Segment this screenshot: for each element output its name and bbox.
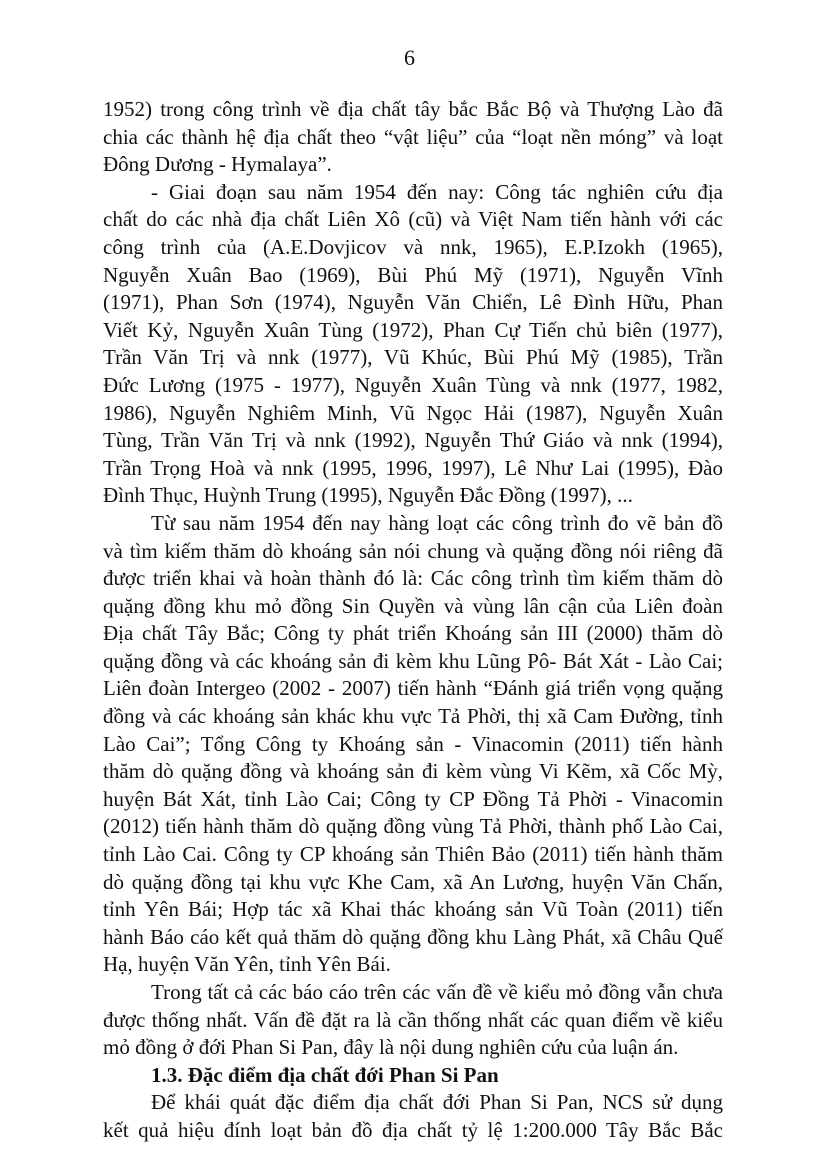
text-line: Nguyễn Xuân Bao (1969), Bùi Phú Mỹ (1971), Nguyễn Vĩnh <box>103 262 723 287</box>
text-line: công trình của (A.E.Dovjicov và nnk, 1965), E.P.Izokh (1965), <box>103 234 723 259</box>
text-line: đồng và các khoáng sản khác khu vực Tả Phời, thị xã Cam Đường, tỉnh <box>103 704 723 729</box>
text-line: dò quặng đồng tại khu vực Khe Cam, xã An Lương, huyện Văn Chấn, <box>103 869 723 894</box>
text-line: chất do các nhà địa chất Liên Xô (cũ) và Việt Nam tiến hành với các <box>103 207 723 232</box>
text-line: Trần Văn Trị và nnk (1977), Vũ Khúc, Bùi Phú Mỹ (1985), Trần <box>103 345 723 370</box>
text-line: 1952) trong công trình về địa chất tây bắc Bắc Bộ và Thượng Lào đã <box>103 97 723 121</box>
text-line: huyện Bát Xát, tỉnh Lào Cai; Công ty CP Đồng Tả Phời - Vinacomin <box>103 786 723 811</box>
text-line: được thống nhất. Vấn đề đặt ra là cần thống nhất các quan điểm về kiểu <box>103 1007 723 1032</box>
page-number: 6 <box>404 45 415 70</box>
text-line: thăm dò quặng đồng và khoáng sản đi kèm vùng Vi Kẽm, xã Cốc Mỳ, <box>103 759 723 784</box>
text-line: quặng đồng khu mỏ đồng Sin Quyền và vùng lân cận của Liên đoàn <box>103 593 723 618</box>
text-line: và tìm kiếm thăm dò khoáng sản nói chung và quặng đồng nói riêng đã <box>103 538 723 563</box>
text-line: Để khái quát đặc điểm địa chất đới Phan Si Pan, NCS sử dụng <box>151 1090 723 1115</box>
text-line: Viết Kỷ, Nguyễn Xuân Tùng (1972), Phan Cự Tiến chủ biên (1977), <box>103 317 723 342</box>
text-line: Đình Thục, Huỳnh Trung (1995), Nguyễn Đắc Đồng (1997), ... <box>103 483 633 508</box>
text-line: hành Báo cáo kết quả thăm dò quặng đồng khu Làng Phát, xã Châu Quế <box>103 924 723 949</box>
text-line: tỉnh Yên Bái; Hợp tác xã Khai thác khoáng sản Vũ Toàn (2011) tiến <box>103 897 723 922</box>
text-line: - Giai đoạn sau năm 1954 đến nay: Công tác nghiên cứu địa <box>151 179 723 204</box>
text-line: Liên đoàn Intergeo (2002 - 2007) tiến hành “Đánh giá triển vọng quặng <box>103 676 723 701</box>
text-line: Đức Lương (1975 - 1977), Nguyễn Xuân Tùng và nnk (1977, 1982, <box>103 372 723 397</box>
text-line: Trong tất cả các báo cáo trên các vấn đề về kiểu mỏ đồng vẫn chưa <box>151 980 723 1004</box>
text-line: (1971), Phan Sơn (1974), Nguyễn Văn Chiển, Lê Đình Hữu, Phan <box>103 290 723 315</box>
text-line: quặng đồng và các khoáng sản đi kèm khu Lũng Pô- Bát Xát - Lào Cai; <box>103 648 723 673</box>
document-body <box>103 96 723 1145</box>
text-line: Hạ, huyện Văn Yên, tỉnh Yên Bái. <box>103 952 391 977</box>
text-line: tỉnh Lào Cai. Công ty CP khoáng sản Thiên Bảo (2011) tiến hành thăm <box>103 842 723 867</box>
text-line: 1986), Nguyễn Nghiêm Minh, Vũ Ngọc Hải (1987), Nguyễn Xuân <box>103 400 723 425</box>
text-line: chia các thành hệ địa chất theo “vật liệu” của “loạt nền móng” và loạt <box>103 124 723 149</box>
text-line: mỏ đồng ở đới Phan Si Pan, đây là nội dung nghiên cứu của luận án. <box>103 1035 679 1060</box>
text-line: kết quả hiệu đính loạt bản đồ địa chất tỷ lệ 1:200.000 Tây Bắc Bắc <box>103 1117 723 1142</box>
section-heading: 1.3. Đặc điểm địa chất đới Phan Si Pan <box>151 1062 499 1087</box>
text-line: Lào Cai”; Tổng Công ty Khoáng sản - Vinacomin (2011) tiến hành <box>103 731 723 756</box>
text-line: Từ sau năm 1954 đến nay hàng loạt các công trình đo vẽ bản đồ <box>151 510 723 535</box>
text-line: Tùng, Trần Văn Trị và nnk (1992), Nguyễn Thứ Giáo và nnk (1994), <box>103 428 723 453</box>
text-line: Trần Trọng Hoà và nnk (1995, 1996, 1997), Lê Như Lai (1995), Đào <box>103 455 723 480</box>
text-line: Địa chất Tây Bắc; Công ty phát triển Khoáng sản III (2000) thăm dò <box>103 621 723 646</box>
text-line: Đông Dương - Hymalaya”. <box>103 152 332 177</box>
text-line: (2012) tiến hành thăm dò quặng đồng vùng Tả Phời, thành phố Lào Cai, <box>103 814 723 839</box>
text-line: được triển khai và hoàn thành đó là: Các công trình tìm kiếm thăm dò <box>103 566 723 591</box>
